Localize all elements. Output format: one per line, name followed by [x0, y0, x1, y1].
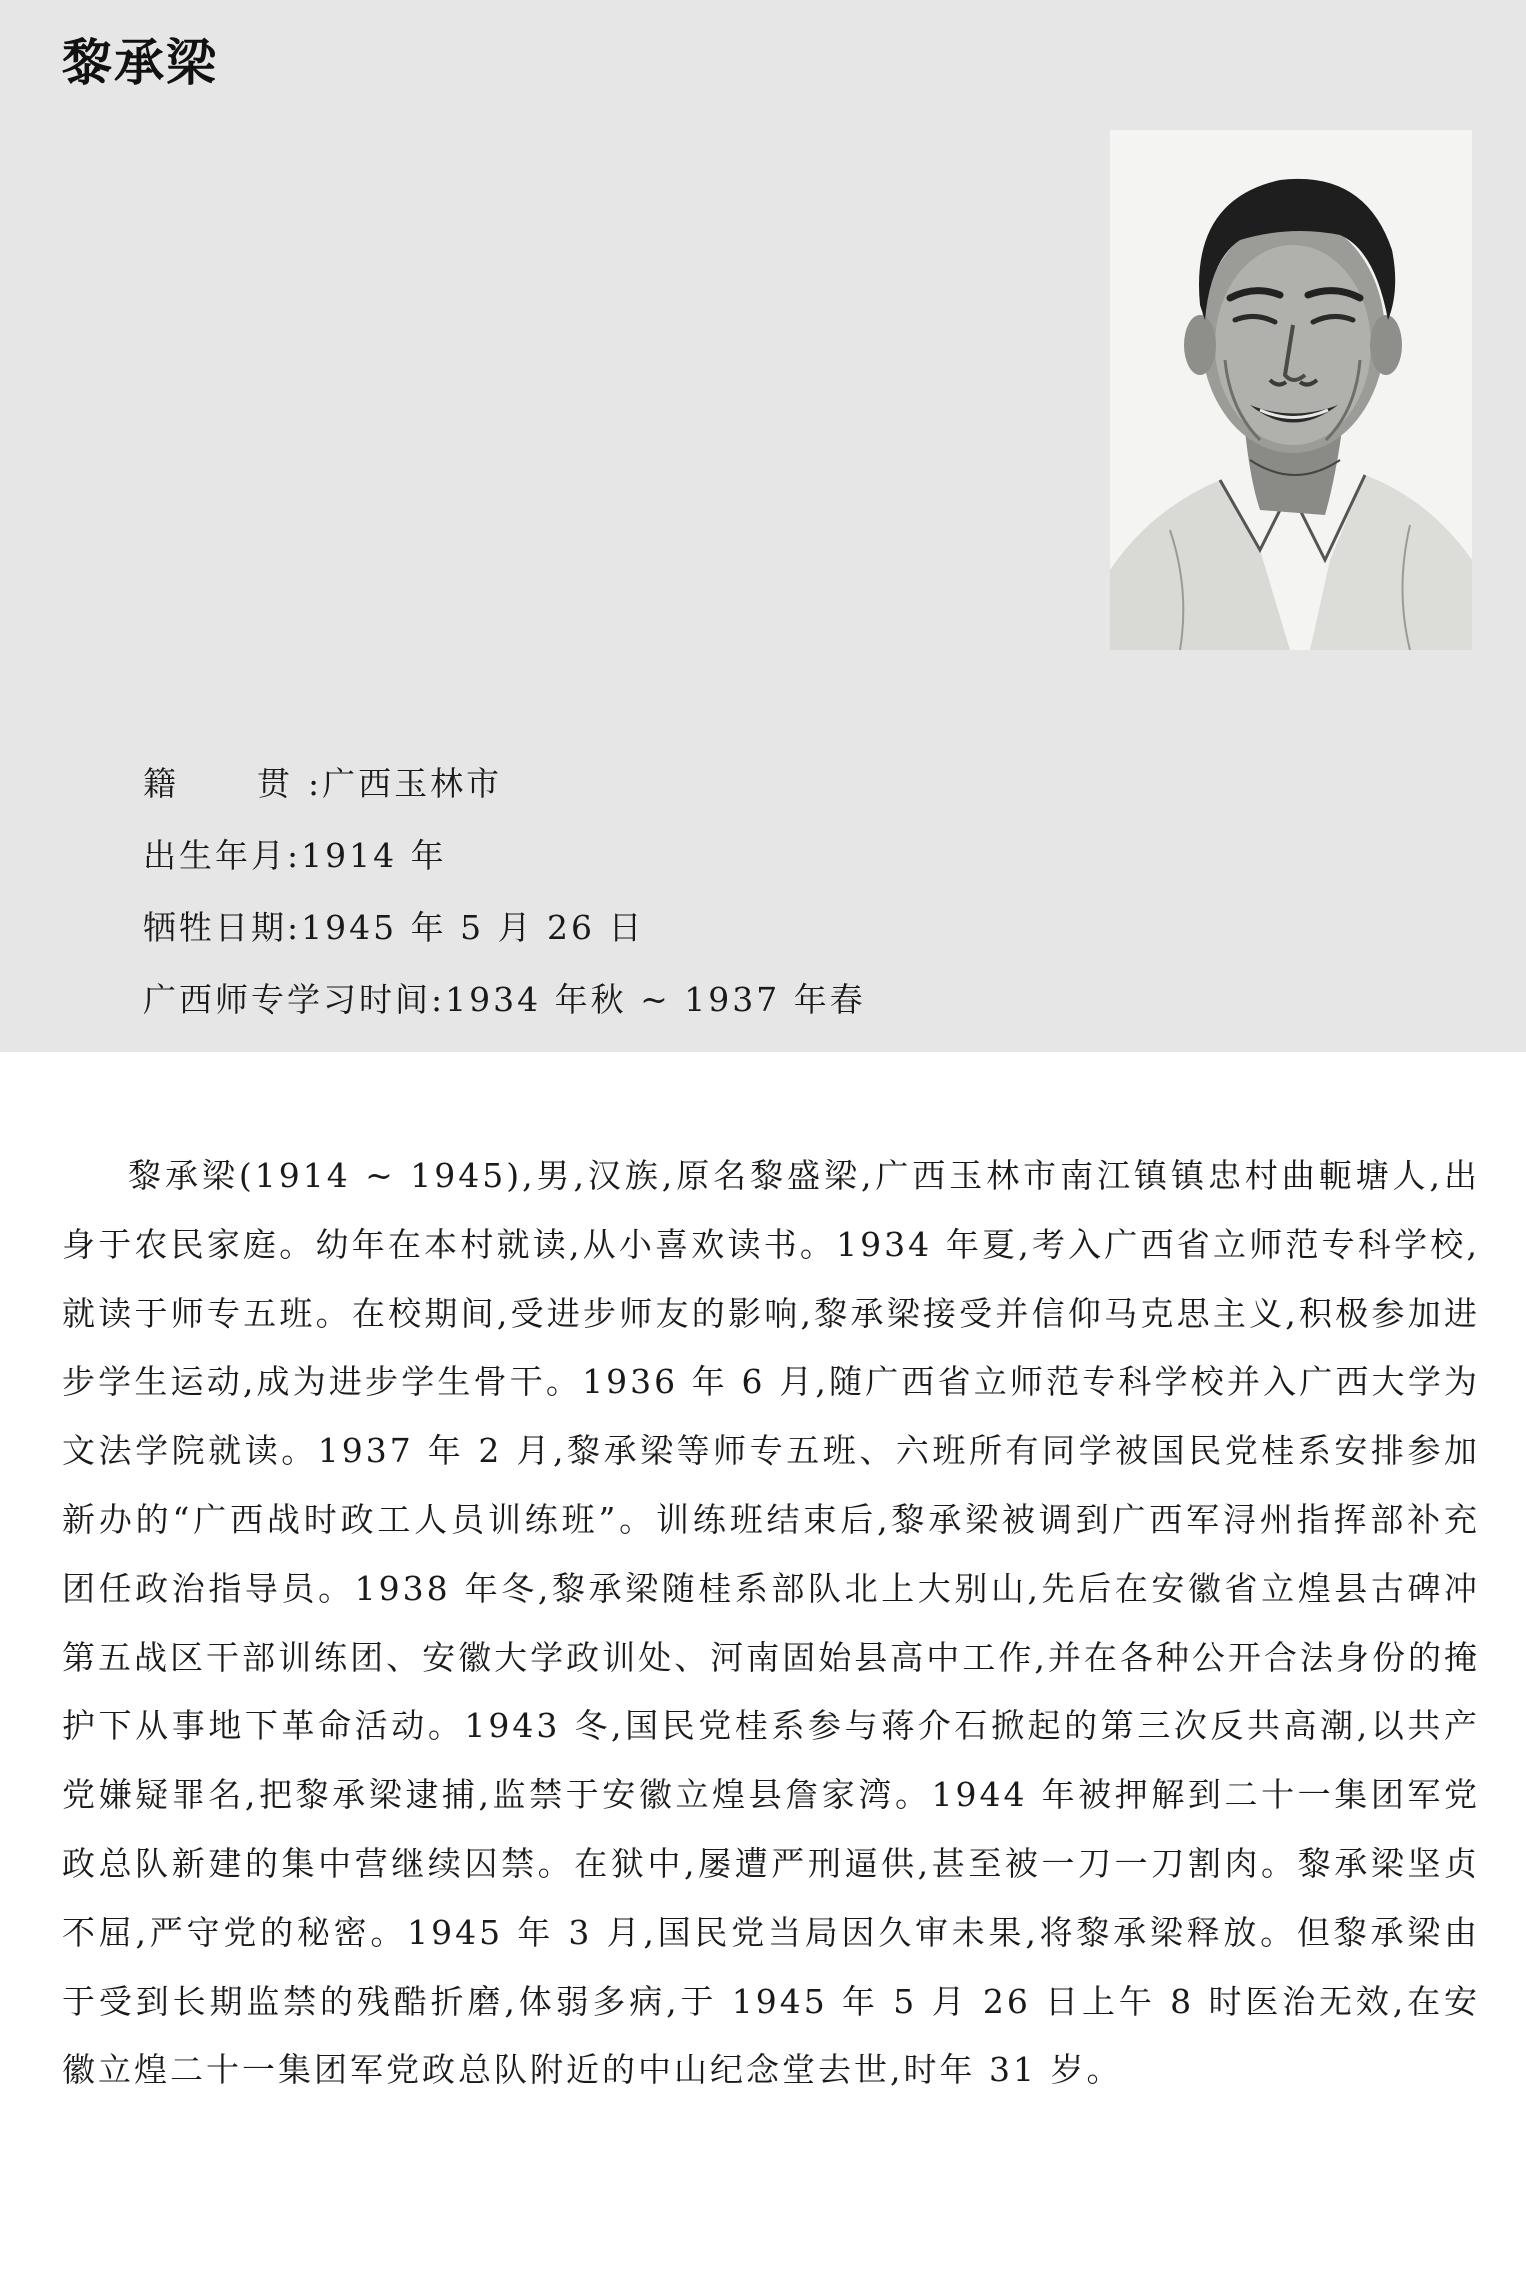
info-row-hometown: [143, 748, 1043, 820]
info-row-birth: [143, 820, 1043, 892]
info-block: [143, 748, 1043, 1036]
info-row-study: [143, 964, 1043, 1036]
study-value: 1934 年秋 ~ 1937 年春: [445, 980, 866, 1019]
biography-paragraph: 黎承梁(1914 ~ 1945),男,汉族,原名黎盛梁,广西玉林市南江镇镇忠村曲軛塘人,出身于农民家庭。幼年在本村就读,从小喜欢读书。1934 年夏,考入广西省立师范专科学校,就读于师专五班。在校期间,受进步师友的影响,黎承梁接受并信仰马克思主义,积极参加进步学生运动,成为进步学生骨干。1936 年 6 月,随广西省立师范专科学校并入广西大学为文法学院就读。1937 年 2 月,黎承梁等师专五班、六班所有同学被国民党桂系安排参加新办的“广西战时政工人员训练班”。训练班结束后,黎承梁被调到广西军浔州指挥部补充团任政治指导员。1938 年冬,黎承梁随桂系部队北上大别山,先后在安徽省立煌县古碑冲第五战区干部训练团、安徽大学政训处、河南固始县高中工作,并在各种公开合法身份的掩护下从事地下革命活动。1943 冬,国民党桂系参与蒋介石掀起的第三次反共高潮,以共产党嫌疑罪名,把黎承梁逮捕,监禁于安徽立煌县詹家湾。1944 年被押解到二十一集团军党政总队新建的集中营继续囚禁。在狱中,屡遭严刑逼供,甚至被一刀一刀割肉。黎承梁坚贞不屈,严守党的秘密。1945 年 3 月,国民党当局因久审未果,将黎承梁释放。但黎承梁由于受到长期监禁的残酷折磨,体弱多病,于 1945 年 5 月 26 日上午 8 时医治无效,在安徽立煌二十一集团军党政总队附近的中山纪念堂去世,时年 31 岁。: [62, 1156, 1480, 2090]
portrait: [1110, 130, 1472, 650]
hometown-value: 广西玉林市: [322, 764, 503, 803]
hometown-label: [143, 748, 308, 820]
birth-value: 1914 年: [301, 836, 447, 875]
birth-separator: :: [287, 836, 302, 875]
study-separator: :: [431, 980, 446, 1019]
portrait-sketch-icon: [1110, 130, 1472, 650]
death-value: 1945 年 5 月 26 日: [301, 908, 645, 947]
hometown-label-a: 籍: [143, 764, 179, 803]
page-title: 黎承梁: [62, 34, 218, 92]
death-label: 牺牲日期: [143, 908, 287, 947]
birth-label: 出生年月: [143, 836, 287, 875]
study-label: 广西师专学习时间: [143, 980, 431, 1019]
hometown-label-b: 贯: [257, 764, 293, 803]
hometown-separator: :: [308, 764, 323, 803]
death-separator: :: [287, 908, 302, 947]
info-row-death: [143, 892, 1043, 964]
